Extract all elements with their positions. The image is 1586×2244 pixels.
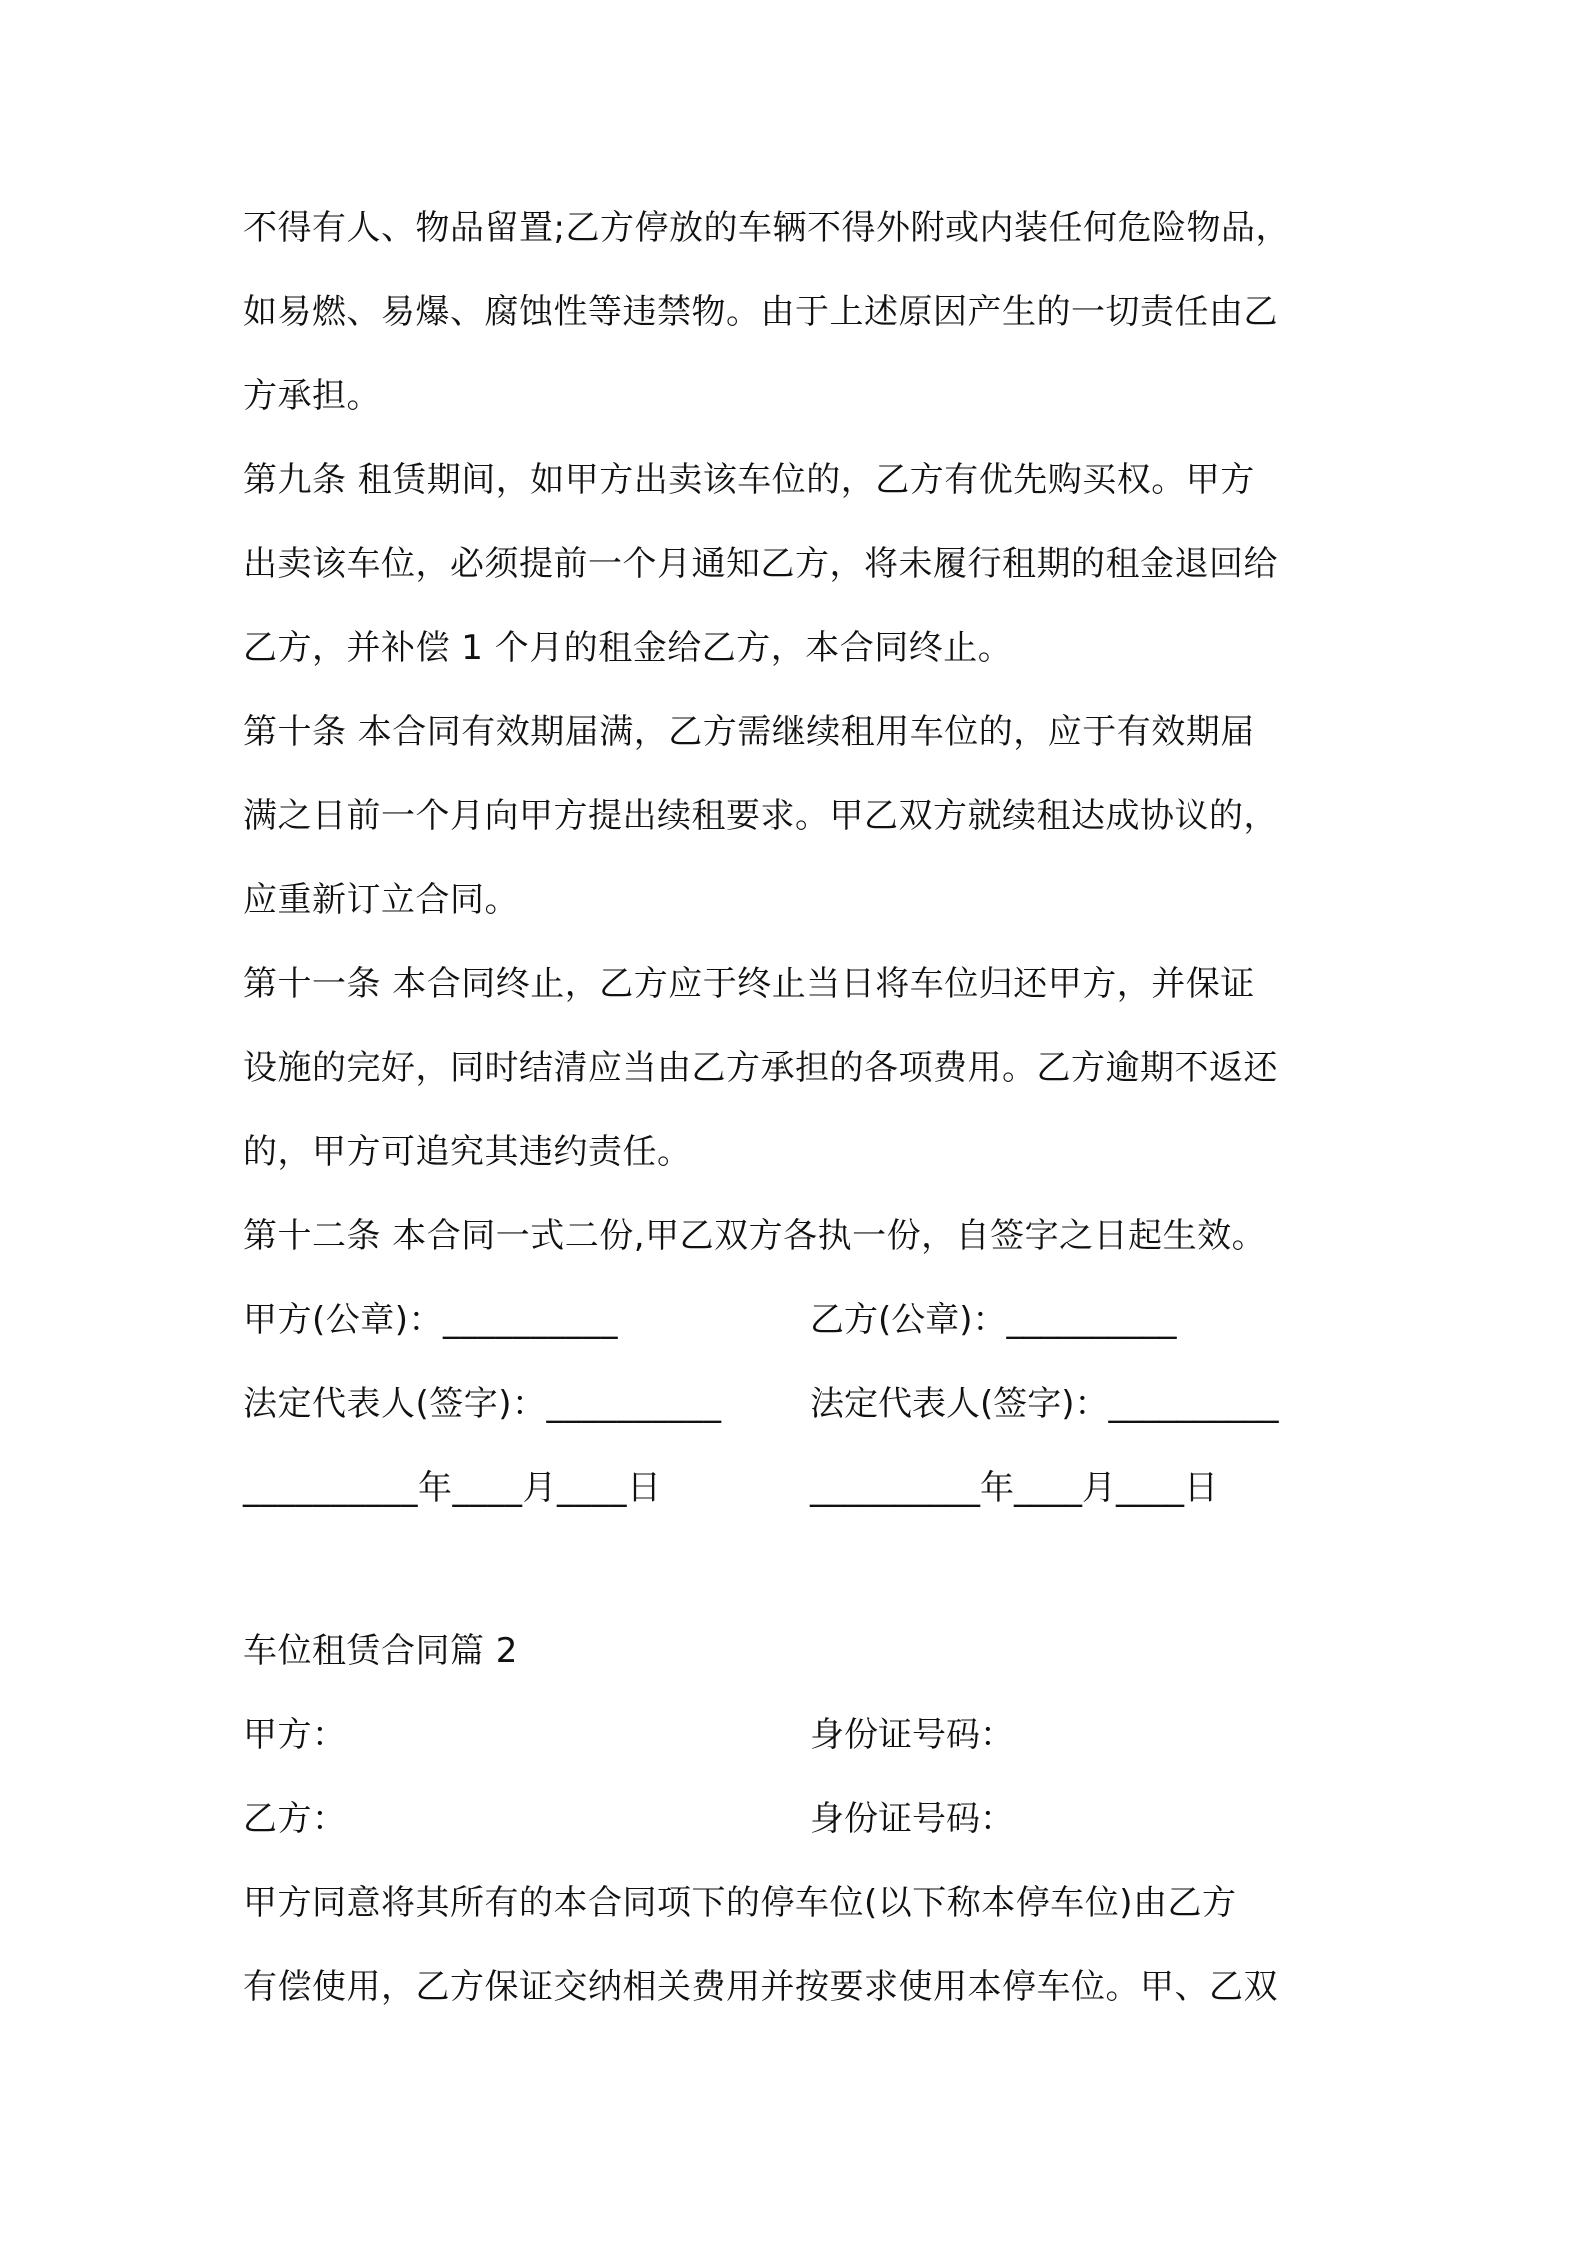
article-11-line: 设施的完好，同时结清应当由乙方承担的各项费用。乙方逾期不返还 xyxy=(243,1048,1278,1088)
party-a-rep-field: 法定代表人(签字)：__________ xyxy=(243,1384,722,1424)
contract-2-title: 车位租赁合同篇 2 xyxy=(243,1631,518,1671)
article-10-line: 满之日前一个月向甲方提出续租要求。甲乙双方就续租达成协议的， xyxy=(243,796,1278,836)
paragraph-line: 不得有人、物品留置;乙方停放的车辆不得外附或内装任何危险物品， xyxy=(243,208,1290,248)
party-a-id-label: 身份证号码： xyxy=(810,1715,1014,1755)
article-11-line: 的，甲方可追究其违约责任。 xyxy=(243,1132,692,1172)
article-9-line: 第九条 租赁期间，如甲方出卖该车位的，乙方有优先购买权。甲方 xyxy=(243,460,1255,500)
party-b-rep-field: 法定代表人(签字)：__________ xyxy=(810,1384,1279,1424)
party-a-seal-field: 甲方(公章)：__________ xyxy=(243,1300,619,1340)
party-b-id-label: 身份证号码： xyxy=(810,1799,1014,1839)
party-b-date-field: __________年____月____日 xyxy=(810,1468,1218,1508)
paragraph-line: 方承担。 xyxy=(243,376,381,416)
article-11-line: 第十一条 本合同终止，乙方应于终止当日将车位归还甲方，并保证 xyxy=(243,964,1255,1004)
article-10-line: 第十条 本合同有效期届满，乙方需继续租用车位的，应于有效期届 xyxy=(243,712,1255,752)
article-12-line: 第十二条 本合同一式二份,甲乙双方各执一份，自签字之日起生效。 xyxy=(243,1216,1267,1256)
paragraph-line: 如易燃、易爆、腐蚀性等违禁物。由于上述原因产生的一切责任由乙 xyxy=(243,292,1278,332)
article-9-line: 出卖该车位，必须提前一个月通知乙方，将未履行租期的租金退回给 xyxy=(243,544,1278,584)
party-a-label: 甲方： xyxy=(243,1715,347,1755)
party-b-seal-field: 乙方(公章)：__________ xyxy=(810,1300,1177,1340)
article-9-line: 乙方，并补偿 1 个月的租金给乙方，本合同终止。 xyxy=(243,628,1013,668)
party-a-date-field: __________年____月____日 xyxy=(243,1468,662,1508)
article-10-line: 应重新订立合同。 xyxy=(243,880,519,920)
contract-2-intro-line: 甲方同意将其所有的本合同项下的停车位(以下称本停车位)由乙方 xyxy=(243,1883,1237,1923)
party-b-label: 乙方： xyxy=(243,1799,347,1839)
contract-2-intro-line: 有偿使用，乙方保证交纳相关费用并按要求使用本停车位。甲、乙双 xyxy=(243,1967,1278,2007)
